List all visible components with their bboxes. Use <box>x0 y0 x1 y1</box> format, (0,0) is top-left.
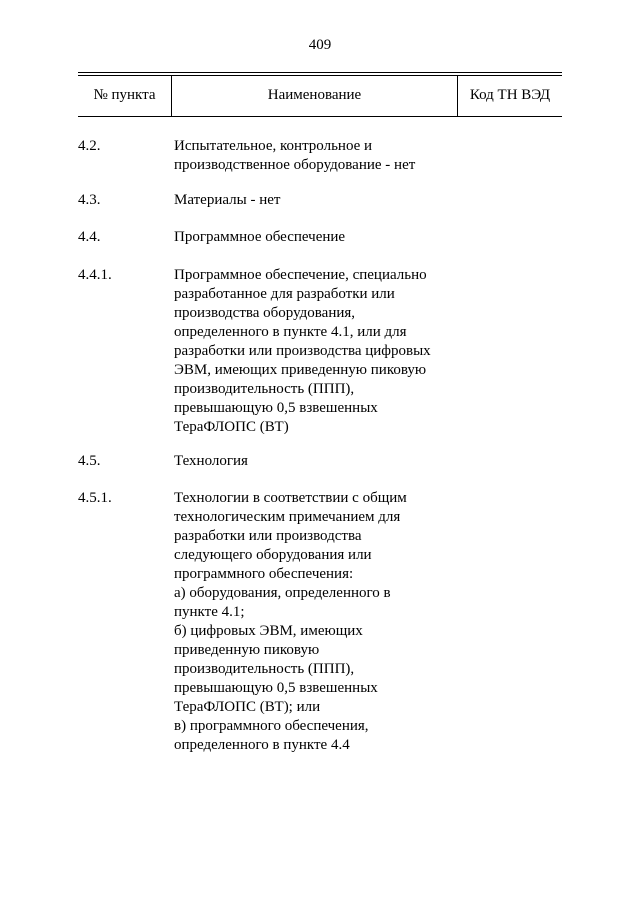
item-text-line: производственное оборудование - нет <box>174 157 416 173</box>
item-number: 4.3. <box>78 192 101 208</box>
item-text-line: Технология <box>174 453 248 469</box>
item-text-line: следующего оборудования или <box>174 547 372 563</box>
item-text-line: ТераФЛОПС (ВТ); или <box>174 699 321 715</box>
column-header-name: Наименование <box>267 87 362 103</box>
item-text-line: ТераФЛОПС (ВТ) <box>174 419 289 435</box>
item-text-line: программного обеспечения: <box>174 566 354 582</box>
header-top-rule-inner <box>78 75 562 76</box>
item-text-line: Программное обеспечение <box>174 229 346 245</box>
column-header-code: Код ТН ВЭД <box>469 87 551 103</box>
item-text <box>174 266 474 437</box>
header-top-rule <box>78 72 562 73</box>
item-text-line: б) цифровых ЭВМ, имеющих <box>174 623 363 639</box>
item-text-line: Материалы - нет <box>174 192 281 208</box>
item-text-line: технологическим примечанием для <box>174 509 401 525</box>
page-number: 409 <box>308 37 332 53</box>
item-text-line: разработанное для разработки или <box>174 286 395 302</box>
item-text-line: разработки или производства <box>174 528 362 544</box>
item-number: 4.5.1. <box>78 490 112 506</box>
item-number: 4.4.1. <box>78 267 112 283</box>
header-bottom-rule <box>78 116 562 117</box>
item-text-line: разработки или производства цифровых <box>174 343 431 359</box>
item-text-line: превышающую 0,5 взвешенных <box>174 680 378 696</box>
item-text-line: производительность (ППП), <box>174 661 355 677</box>
item-text-line: производства оборудования, <box>174 305 356 321</box>
item-text-line: превышающую 0,5 взвешенных <box>174 400 378 416</box>
item-number: 4.4. <box>78 229 101 245</box>
table-header <box>78 72 562 117</box>
item-text <box>174 489 474 755</box>
item-text <box>174 191 474 210</box>
item-text-line: пункте 4.1; <box>174 604 245 620</box>
item-text-line: в) программного обеспечения, <box>174 718 369 734</box>
item-text-line: Испытательное, контрольное и <box>174 138 373 154</box>
item-text-line: определенного в пункте 4.4 <box>174 737 350 753</box>
item-number: 4.2. <box>78 138 101 154</box>
item-text-line: Программное обеспечение, специально <box>174 267 427 283</box>
item-text-line: а) оборудования, определенного в <box>174 585 391 601</box>
item-text-line: Технологии в соответствии с общим <box>174 490 407 506</box>
item-text <box>174 452 474 471</box>
item-text-line: ЭВМ, имеющих приведенную пиковую <box>174 362 427 378</box>
item-number: 4.5. <box>78 453 101 469</box>
item-text-line: производительность (ППП), <box>174 381 355 397</box>
item-text <box>174 228 474 247</box>
item-text-line: приведенную пиковую <box>174 642 320 658</box>
item-text <box>174 137 474 175</box>
column-header-number: № пункта <box>93 87 156 103</box>
item-text-line: определенного в пункте 4.1, или для <box>174 324 407 340</box>
